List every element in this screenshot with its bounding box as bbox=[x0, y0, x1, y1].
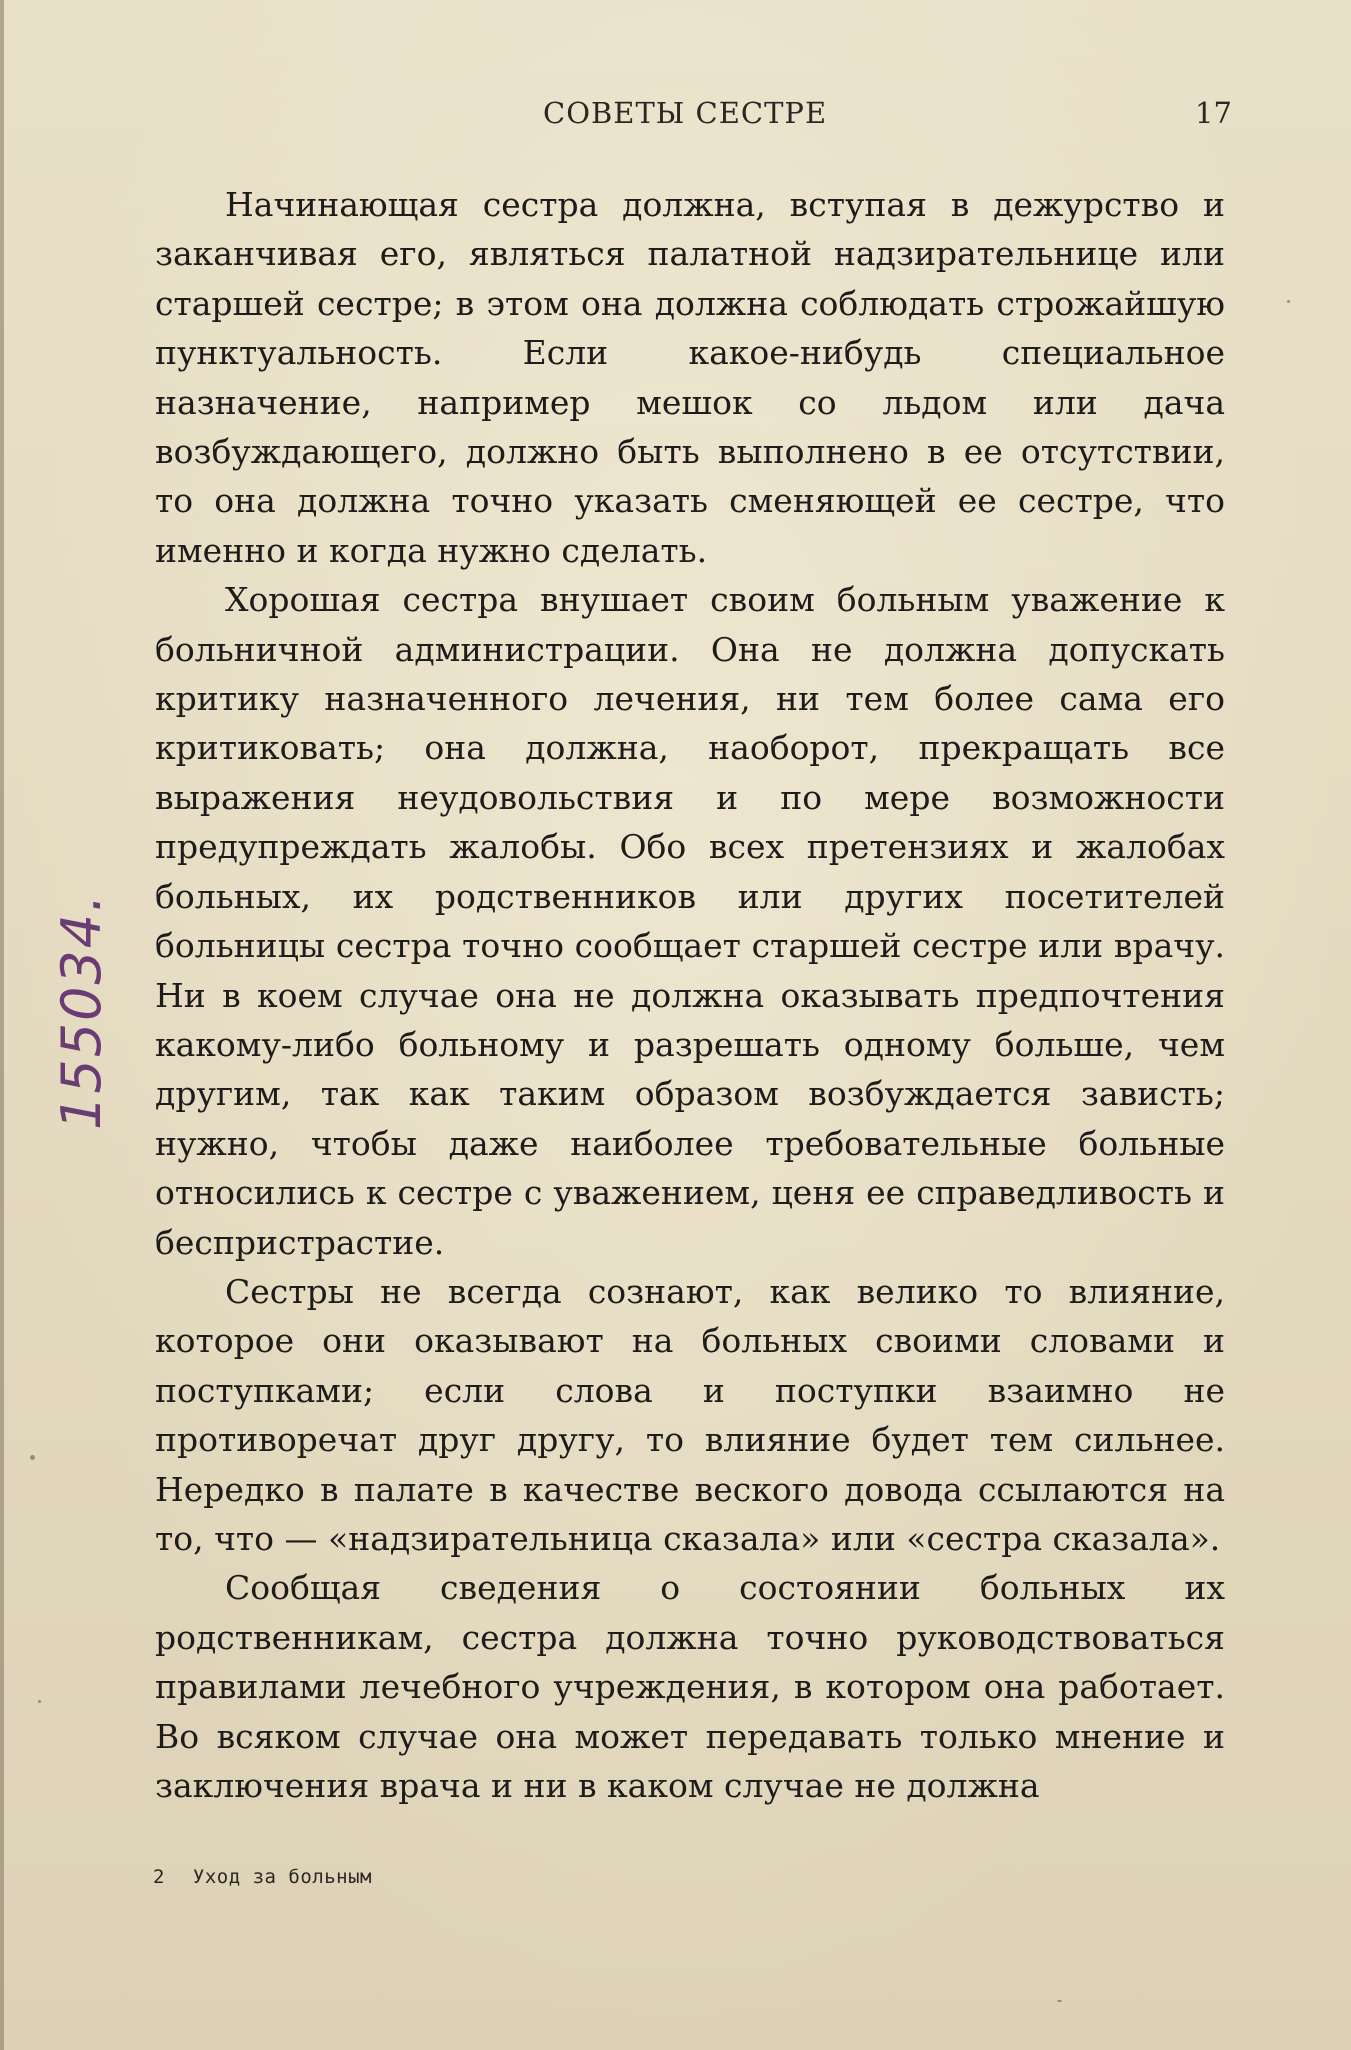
paper-speck bbox=[30, 1455, 35, 1460]
signature-number: 2 bbox=[153, 1866, 165, 1888]
paragraph: Начинающая сестра должна, вступая в дежурство и заканчивая его, являться палатной надзирательнице или старшей сестре; в этом она должна соблюдать строжайшую пунктуальность. Если какое-нибудь специальное назначение, например мешок со льдом или дача возбуждающего, должно быть выполнено в ее отсутствии, то она должна точно указать сменяющей ее сестре, что именно и когда нужно сделать. bbox=[155, 185, 1225, 570]
body-text bbox=[155, 180, 1225, 1810]
signature-footer bbox=[153, 1866, 372, 1888]
paragraph: Сообщая сведения о состоянии больных их родственникам, сестра должна точно руководствоваться правилами лечебного учреждения, в котором она работает. Во всяком случае она может передавать только мнение и заключения врача и ни в каком случае не должна bbox=[155, 1568, 1225, 1805]
paragraph: Сестры не всегда сознают, как велико то влияние, которое они оказывают на больных своими словами и поступками; если слова и поступки взаимно не противоречат друг другу, то влияние будет тем сильнее. Нередко в палате в качестве веского довода ссылаются на то, что — «надзирательница сказала» или «сестра сказала». bbox=[155, 1271, 1225, 1558]
paper-speck bbox=[38, 1700, 41, 1703]
running-header bbox=[0, 96, 1351, 136]
paragraph: Хорошая сестра внушает своим больным уважение к больничной администрации. Она не должна допускать критику назначенного лечения, ни тем более сама его критиковать; она должна, наоборот, прекращать все выражения неудовольствия и по мере возможности предупреждать жалобы. Обо всех претензиях и жалобах больных, их родственников или других посетителей больницы сестра точно сообщает старшей сестре или врачу. Ни в коем случае она не должна оказывать предпочтения какому-либо больному и разрешать одному больше, чем другим, так как таким образом возбуждается зависть; нужно, чтобы даже наиболее требовательные больные относились к сестре с уважением, ценя ее справедливость и беспристрастие. bbox=[155, 580, 1225, 1262]
signature-title: Уход за больным bbox=[192, 1866, 372, 1888]
page-number: 17 bbox=[1195, 96, 1232, 130]
paper-speck bbox=[1287, 300, 1290, 303]
paper-speck bbox=[1057, 2000, 1062, 2002]
page-edge-shadow bbox=[0, 0, 4, 2050]
running-header-title: СОВЕТЫ СЕСТРЕ bbox=[543, 96, 828, 130]
handwritten-inventory-number: 155034. bbox=[50, 892, 113, 1130]
